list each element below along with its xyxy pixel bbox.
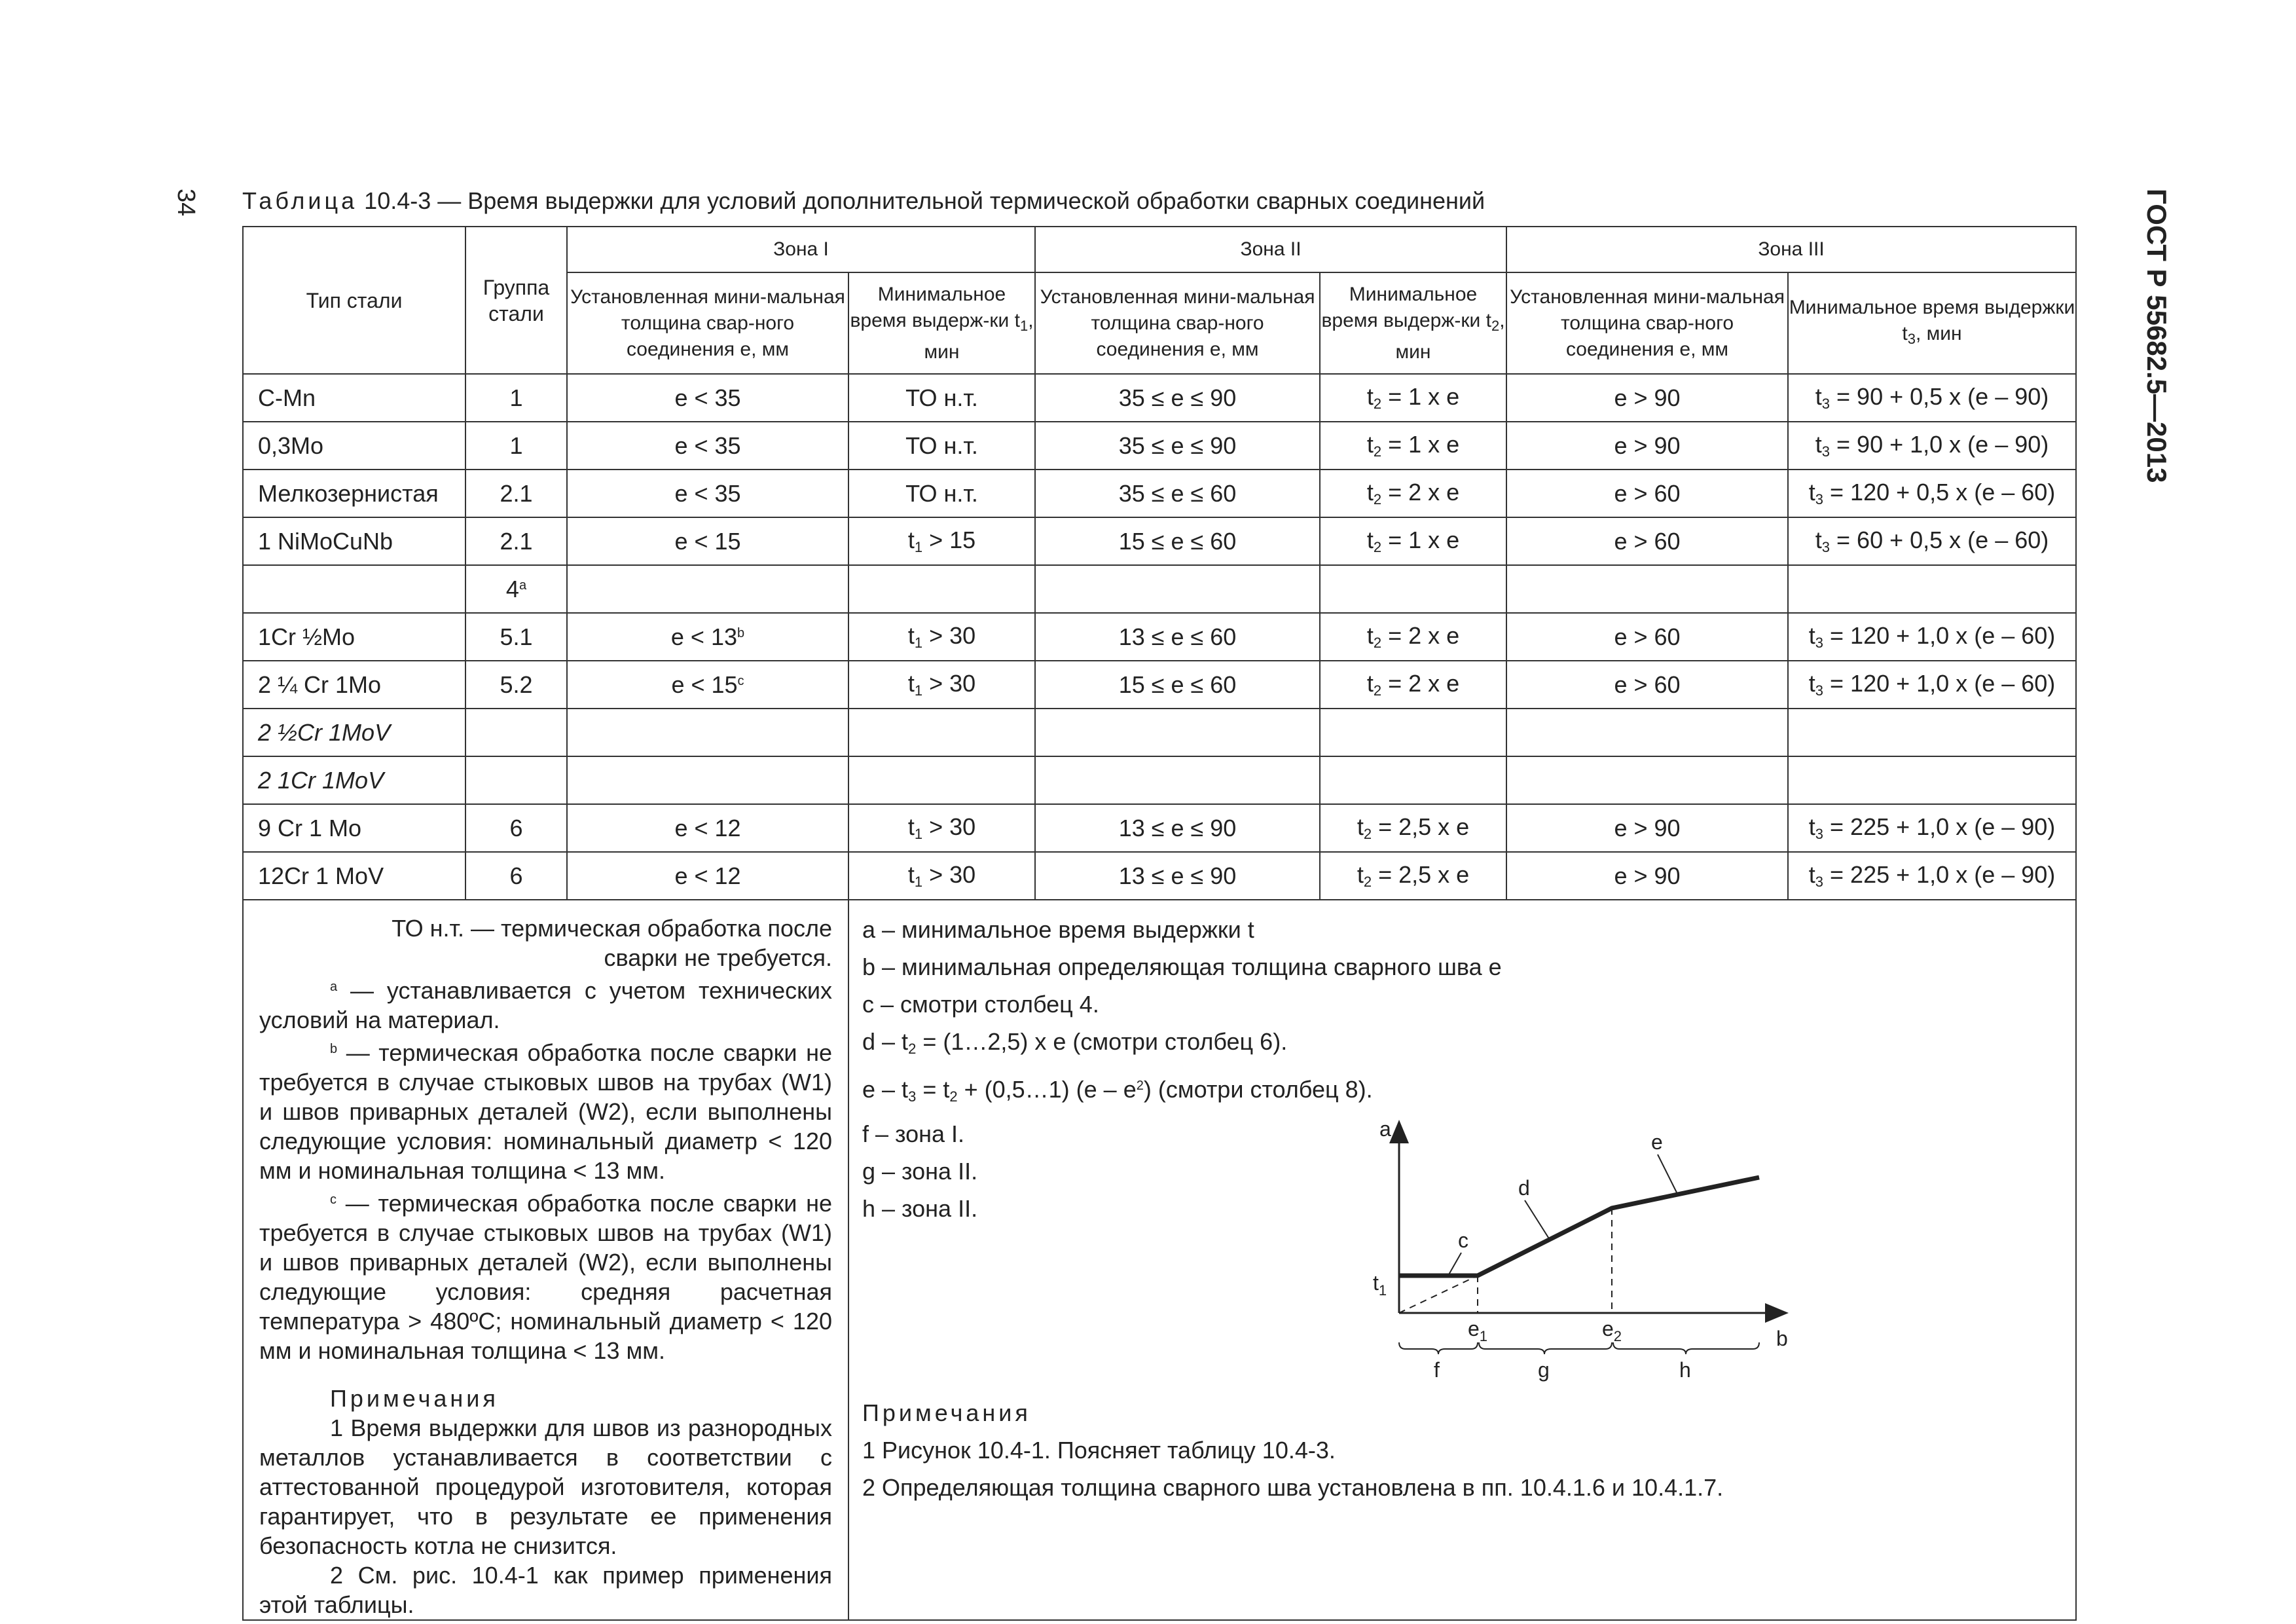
cell-zone1-thickness: e < 12 <box>567 852 848 900</box>
note-1-right: 1 Рисунок 10.4-1. Поясняет таблицу 10.4-3. <box>862 1437 1336 1464</box>
cell-zone1-time <box>848 709 1035 756</box>
legend-b: b – минимальная определяющая толщина сварного шва е <box>862 953 1502 980</box>
note-2-right: 2 Определяющая толщина сварного шва установлена в пп. 10.4.1.6 и 10.4.1.7. <box>862 1474 1724 1501</box>
cell-steel-group: 4$^a$ <box>465 565 567 613</box>
table-row <box>243 709 2076 756</box>
cell-zone3-time: $t_3 = 60 + 0,5$ x (e – 60) <box>1788 517 2076 565</box>
cell-zone3-time: $t_3 = 225 + 1,0$ x (e – 90) <box>1788 804 2076 852</box>
note-2-left: 2 См. рис. 10.4-1 как пример применения этой таблицы. <box>259 1562 832 1618</box>
axis-y-label: a <box>1379 1117 1391 1141</box>
footnote-a: $^a$ — устанавливается с учетом технических условий на материал. <box>259 977 832 1033</box>
cell-zone3-thickness: e > 60 <box>1506 661 1788 709</box>
cell-steel-type <box>243 565 465 613</box>
cell-steel-group: 6 <box>465 804 567 852</box>
cell-zone3-time: $t_3 = 120 + 0,5$ x (e – 60) <box>1788 470 2076 517</box>
cell-zone1-thickness: e < 35 <box>567 422 848 470</box>
cell-zone3-time <box>1788 756 2076 804</box>
cell-zone2-thickness <box>1035 565 1320 613</box>
cell-zone1-time: $t_1 > 30$ <box>848 852 1035 900</box>
table-row <box>243 565 2076 613</box>
cell-zone2-time: $t_2 = 1$ x e <box>1320 374 1506 422</box>
cell-zone2-time: $t_2 = 2$ x e <box>1320 613 1506 661</box>
cell-steel-type: 1 NiMoCuNb <box>243 517 465 565</box>
cell-steel-type: Мелкозернистая <box>243 470 465 517</box>
cell-zone2-time: $t_2 = 2$ x e <box>1320 661 1506 709</box>
cell-zone1-thickness: e < 35 <box>567 470 848 517</box>
header-thickness-1: Установленная мини-мальная толщина свар-ного соединения e, мм <box>567 272 848 374</box>
cell-zone3-thickness <box>1506 756 1788 804</box>
footnote-c: $^c$ — термическая обработка после сварки не требуется в случае стыковых швов на трубах (W1) и швов приварных деталей (W2), если выполнены следующие условия: средняя расчетная температура > 480ºС; номинальный диаметр < 120 мм и номинальная толщина < 13 мм. <box>259 1190 832 1364</box>
table-row <box>243 756 2076 804</box>
cell-zone1-time: ТО н.т. <box>848 374 1035 422</box>
cell-steel-type: 12Cr 1 MoV <box>243 852 465 900</box>
table-caption <box>242 187 1485 215</box>
cell-zone2-thickness <box>1035 709 1320 756</box>
header-thickness-3: Установленная мини-мальная толщина свар-ного соединения e, мм <box>1506 272 1788 374</box>
table-row <box>243 661 2076 709</box>
brace-g <box>1479 1342 1612 1354</box>
cell-zone2-time <box>1320 756 1506 804</box>
cell-zone1-time: $t_1 > 30$ <box>848 804 1035 852</box>
header-steel-group: Группа стали <box>465 227 567 374</box>
legend-d: d – $t_2$ = (1…2,5) x е (смотри столбец 6). <box>862 1028 1288 1057</box>
cell-zone3-thickness: e > 90 <box>1506 422 1788 470</box>
cell-zone1-thickness: e < 15 <box>567 517 848 565</box>
cell-zone3-time <box>1788 565 2076 613</box>
notes-right <box>862 1394 1723 1506</box>
legend-f: f – зона I. <box>862 1120 965 1147</box>
cell-zone1-time <box>848 565 1035 613</box>
cell-zone1-time: ТО н.т. <box>848 422 1035 470</box>
cell-steel-type: 9 Cr 1 Mo <box>243 804 465 852</box>
cell-zone2-thickness: 15 ≤ e ≤ 60 <box>1035 517 1320 565</box>
cell-zone2-thickness: 35 ≤ e ≤ 60 <box>1035 470 1320 517</box>
cell-steel-type: 2 ½Cr 1MoV <box>243 709 465 756</box>
e1-label: $e_1$ <box>1468 1317 1488 1344</box>
cell-steel-group: 6 <box>465 852 567 900</box>
cell-zone2-thickness: 13 ≤ e ≤ 90 <box>1035 804 1320 852</box>
cell-zone2-thickness: 13 ≤ e ≤ 90 <box>1035 852 1320 900</box>
figure-10-4-1 <box>1334 1116 1825 1392</box>
cell-zone2-time: $t_2 = 1$ x e <box>1320 422 1506 470</box>
cell-zone1-thickness: e < 35 <box>567 374 848 422</box>
leader-d <box>1525 1200 1550 1240</box>
note-1-left: 1 Время выдержки для швов из разнородных металлов устанавливается в соответствии с аттестованной процедурой изготовителя, которая гарантирует, что в результате ее применения безопасность котла не снизится. <box>259 1414 832 1559</box>
cell-zone1-thickness <box>567 756 848 804</box>
figure-legend-cell <box>848 900 2076 1620</box>
header-zone-1: Зона I <box>567 227 1035 272</box>
cell-zone3-time: $t_3 = 120 + 1,0$ x (e – 60) <box>1788 613 2076 661</box>
cell-zone1-thickness <box>567 709 848 756</box>
cell-zone2-thickness <box>1035 756 1320 804</box>
header-min-time-1: Минимальное время выдерж-ки $t_1$, мин <box>848 272 1035 374</box>
cell-zone1-thickness <box>567 565 848 613</box>
t1-label: $t_1$ <box>1373 1271 1387 1299</box>
cell-zone1-time: $t_1 > 30$ <box>848 661 1035 709</box>
cell-zone2-thickness: 13 ≤ e ≤ 60 <box>1035 613 1320 661</box>
cell-zone3-time: $t_3 = 225 + 1,0$ x (e – 90) <box>1788 852 2076 900</box>
header-min-time-2: Минимальное время выдерж-ки $t_2$, мин <box>1320 272 1506 374</box>
cell-steel-group: 5.1 <box>465 613 567 661</box>
cell-zone3-thickness: e > 60 <box>1506 470 1788 517</box>
cell-steel-type: C-Mn <box>243 374 465 422</box>
cell-steel-type: 0,3Mo <box>243 422 465 470</box>
cell-steel-group: 1 <box>465 422 567 470</box>
cell-steel-group: 2.1 <box>465 517 567 565</box>
cell-zone1-time: ТО н.т. <box>848 470 1035 517</box>
table-row <box>243 852 2076 900</box>
cell-zone3-thickness: e > 60 <box>1506 517 1788 565</box>
label-c: c <box>1458 1228 1468 1252</box>
legend-c: c – смотри столбец 4. <box>862 991 1099 1018</box>
cell-zone2-time: $t_2 = 2,5$ x e <box>1320 804 1506 852</box>
footnotes-left <box>243 900 848 1620</box>
cell-zone2-time <box>1320 565 1506 613</box>
zone-g-label: g <box>1538 1358 1550 1382</box>
notes-title-left: Примечания <box>330 1385 499 1412</box>
cell-zone2-time: $t_2 = 2$ x e <box>1320 470 1506 517</box>
table-row <box>243 517 2076 565</box>
footnote-b: $^b$ — термическая обработка после сварки не требуется в случае стыковых швов на трубах (W1) и швов приварных деталей (W2), если выполнены следующие условия: номинальный диаметр < 120 мм и номинальная толщина < 13 мм. <box>259 1039 832 1184</box>
cell-zone2-time: $t_2 = 1$ x e <box>1320 517 1506 565</box>
header-steel-type: Тип стали <box>243 227 465 374</box>
cell-steel-group: 1 <box>465 374 567 422</box>
footnote-to: ТО н.т. — термическая обработка после сварки не требуется. <box>392 915 832 971</box>
cell-steel-group <box>465 709 567 756</box>
cell-zone3-thickness <box>1506 709 1788 756</box>
notes-title-right: Примечания <box>862 1399 1031 1426</box>
axis-x-label: b <box>1776 1327 1788 1350</box>
brace-h <box>1613 1342 1759 1354</box>
cell-zone2-time <box>1320 709 1506 756</box>
cell-zone1-thickness: $e < 13^b$ <box>567 613 848 661</box>
cell-zone1-thickness: e < 12 <box>567 804 848 852</box>
cell-zone3-time: $t_3 = 90 + 0,5$ x (e – 90) <box>1788 374 2076 422</box>
caption-text: 10.4-3 — Время выдержки для условий дополнительной термической обработки сварных соединений <box>364 187 1485 214</box>
table-row <box>243 422 2076 470</box>
cell-zone3-time <box>1788 709 2076 756</box>
header-zone-3: Зона III <box>1506 227 2076 272</box>
cell-zone3-thickness: e > 90 <box>1506 804 1788 852</box>
cell-zone2-thickness: 35 ≤ e ≤ 90 <box>1035 374 1320 422</box>
cell-zone1-time: $t_1 > 15$ <box>848 517 1035 565</box>
cell-steel-type: 2 1Cr 1MoV <box>243 756 465 804</box>
cell-zone3-thickness <box>1506 565 1788 613</box>
legend-g: g – зона II. <box>862 1158 978 1185</box>
page-number: 34 <box>172 189 200 217</box>
cell-zone2-thickness: 15 ≤ e ≤ 60 <box>1035 661 1320 709</box>
cell-steel-group: 5.2 <box>465 661 567 709</box>
header-zone-2: Зона II <box>1035 227 1506 272</box>
leader-e <box>1658 1154 1677 1194</box>
legend-h: h – зона II. <box>862 1195 978 1222</box>
zone-h-label: h <box>1679 1358 1691 1382</box>
header-min-time-3: Минимальное время выдержки $t_3$, мин <box>1788 272 2076 374</box>
table-row <box>243 470 2076 517</box>
header-thickness-2: Установленная мини-мальная толщина свар-ного соединения e, мм <box>1035 272 1320 374</box>
holding-time-curve <box>1399 1177 1759 1276</box>
standard-code: ГОСТ Р 55682.5—2013 <box>2141 189 2172 483</box>
cell-zone1-thickness: $e < 15^c$ <box>567 661 848 709</box>
label-d: d <box>1518 1176 1530 1200</box>
cell-zone3-thickness: e > 90 <box>1506 852 1788 900</box>
cell-zone2-time: $t_2 = 2,5$ x e <box>1320 852 1506 900</box>
cell-steel-type: 2 ¼ Cr 1Mo <box>243 661 465 709</box>
caption-prefix: Таблица <box>242 187 358 214</box>
cell-zone3-time: $t_3 = 120 + 1,0$ x (e – 60) <box>1788 661 2076 709</box>
brace-f <box>1399 1342 1478 1354</box>
cell-zone3-time: $t_3 = 90 + 1,0$ x (e – 90) <box>1788 422 2076 470</box>
e2-label: $e_2$ <box>1602 1317 1622 1344</box>
cell-zone1-time <box>848 756 1035 804</box>
cell-zone3-thickness: e > 60 <box>1506 613 1788 661</box>
table-row <box>243 613 2076 661</box>
cell-zone3-thickness: e > 90 <box>1506 374 1788 422</box>
dashed-origin-line <box>1399 1276 1478 1313</box>
cell-steel-type: 1Cr ½Mo <box>243 613 465 661</box>
table-row <box>243 804 2076 852</box>
legend-a: a – минимальное время выдержки t <box>862 916 1254 943</box>
table-row <box>243 374 2076 422</box>
cell-steel-group: 2.1 <box>465 470 567 517</box>
cell-steel-group <box>465 756 567 804</box>
cell-zone2-thickness: 35 ≤ e ≤ 90 <box>1035 422 1320 470</box>
cell-zone1-time: $t_1 > 30$ <box>848 613 1035 661</box>
label-e: e <box>1651 1130 1663 1154</box>
leader-c <box>1448 1253 1461 1276</box>
holding-time-table <box>242 226 2077 1621</box>
zone-f-label: f <box>1434 1358 1440 1382</box>
legend-e: $e - t_3 = t_2$ + (0,5…1) $(е - е^2)$ (смотри столбец 8). <box>862 1076 1373 1105</box>
